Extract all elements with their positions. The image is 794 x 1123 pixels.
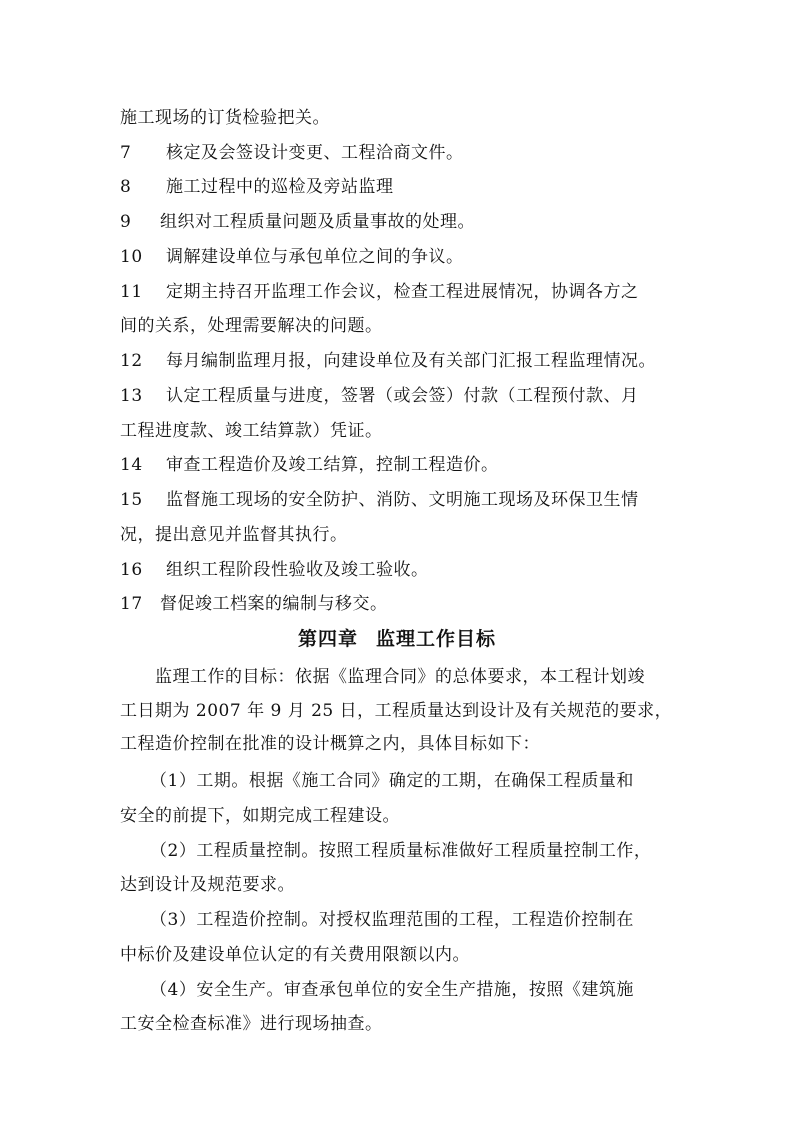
item-text: 组织对工程质量问题及质量事故的处理。 — [160, 212, 475, 232]
list-item — [120, 594, 388, 614]
item-number: 13 — [120, 386, 143, 406]
item-text: 核定及会签设计变更、工程洽商文件。 — [166, 143, 464, 163]
goal-line: （1）工期。根据《施工合同》确定的工期，在确保工程质量和 — [150, 771, 634, 791]
list-item — [120, 490, 639, 510]
item-number: 8 — [120, 177, 132, 197]
goal-line: 工安全检查标准》进行现场抽查。 — [120, 1014, 383, 1034]
paragraph-line: 工程造价控制在批准的设计概算之内，具体目标如下： — [120, 734, 540, 754]
item-number: 16 — [120, 560, 143, 580]
item-text: 审查工程造价及竣工结算，控制工程造价。 — [166, 455, 499, 475]
list-item — [120, 386, 639, 406]
item-number: 7 — [120, 143, 132, 163]
list-item — [120, 560, 429, 580]
item-number: 14 — [120, 455, 143, 475]
goal-line: 中标价及建设单位认定的有关费用限额以内。 — [120, 945, 470, 965]
item-text: 组织工程阶段性验收及竣工验收。 — [166, 560, 429, 580]
list-item — [120, 212, 475, 232]
text-line: 况，提出意见并监督其执行。 — [120, 525, 348, 545]
list-item — [120, 177, 394, 197]
item-number: 17 — [120, 594, 143, 614]
list-item — [120, 351, 656, 371]
chapter-number: 第四章 — [297, 628, 358, 650]
item-number: 10 — [120, 247, 143, 267]
text-line: 工程进度款、竣工结算款）凭证。 — [120, 421, 383, 441]
item-text: 调解建设单位与承包单位之间的争议。 — [166, 247, 464, 267]
item-text: 施工过程中的巡检及旁站监理 — [166, 177, 394, 197]
chapter-title: 监理工作目标 — [376, 628, 497, 650]
text-line: 施工现场的订货检验把关。 — [120, 108, 330, 128]
item-number: 12 — [120, 351, 143, 371]
item-text: 督促竣工档案的编制与移交。 — [160, 594, 388, 614]
item-text: 监督施工现场的安全防护、消防、文明施工现场及环保卫生情 — [166, 490, 639, 510]
list-item — [120, 455, 499, 475]
goal-line: （4）安全生产。审查承包单位的安全生产措施，按照《建筑施 — [150, 980, 634, 1000]
chapter-heading — [0, 627, 794, 651]
paragraph-line: 监理工作的目标：依据《监理合同》的总体要求，本工程计划竣 — [155, 667, 645, 687]
goal-line: 安全的前提下，如期完成工程建设。 — [120, 806, 400, 826]
paragraph-line: 工日期为 2007 年 9 月 25 日，工程质量达到设计及有关规范的要求， — [120, 701, 673, 721]
text-line: 间的关系，处理需要解决的问题。 — [120, 316, 383, 336]
item-number: 9 — [120, 212, 132, 232]
item-number: 11 — [120, 282, 143, 302]
item-number: 15 — [120, 490, 143, 510]
item-text: 每月编制监理月报，向建设单位及有关部门汇报工程监理情况。 — [166, 351, 656, 371]
item-text: 定期主持召开监理工作会议，检查工程进展情况，协调各方之 — [166, 282, 639, 302]
list-item — [120, 247, 464, 267]
goal-line: （3）工程造价控制。对授权监理范围的工程，工程造价控制在 — [150, 910, 634, 930]
list-item — [120, 282, 639, 302]
list-item — [120, 143, 464, 163]
goal-line: （2）工程质量控制。按照工程质量标准做好工程质量控制工作， — [150, 841, 652, 861]
item-text: 认定工程质量与进度，签署（或会签）付款（工程预付款、月 — [166, 386, 639, 406]
goal-line: 达到设计及规范要求。 — [120, 875, 295, 895]
